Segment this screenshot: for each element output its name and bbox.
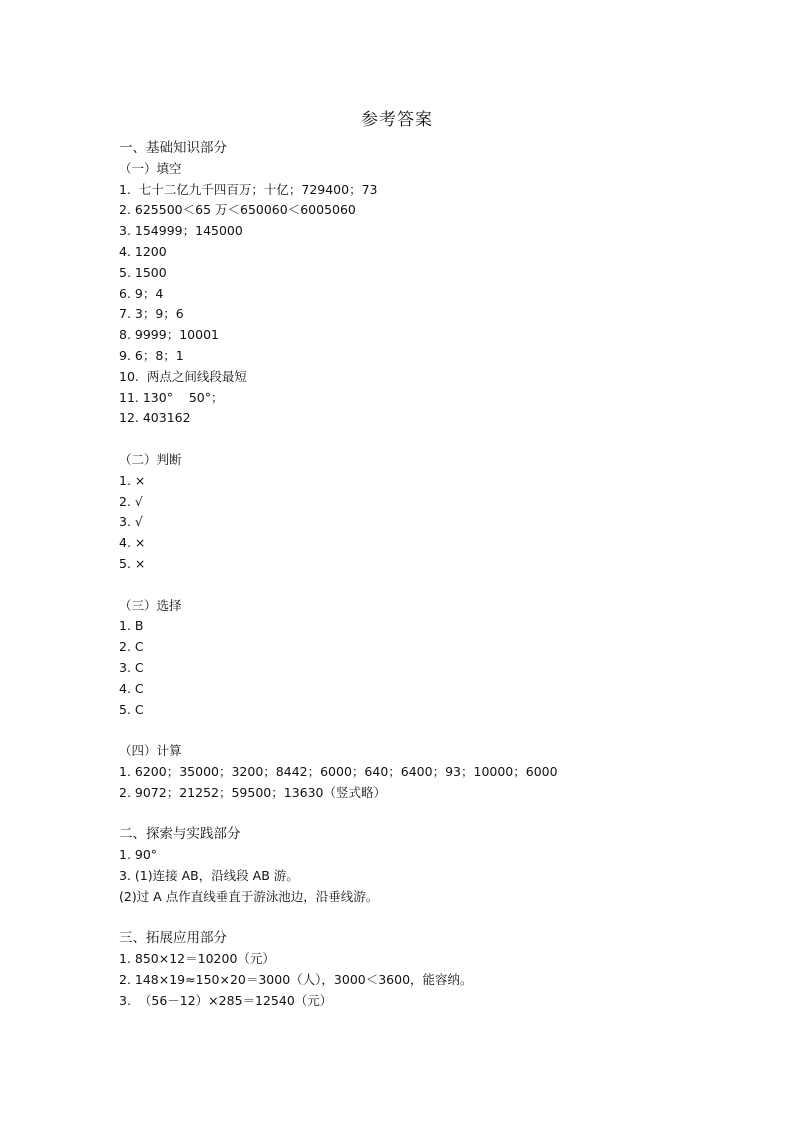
answer-line: 5. 1500 [119, 264, 167, 280]
answer-content [119, 138, 719, 1011]
answer-line: 1. 6200；35000；3200；8442；6000；640；6400；93；10000；6000 [119, 763, 558, 779]
subsection-heading-calc: （四）计算 [119, 743, 182, 759]
subsection-heading-judge: （二）判断 [119, 451, 182, 467]
answer-line: 6. 9；4 [119, 285, 164, 301]
spacer [119, 575, 719, 596]
subsection-heading-choice: （三）选择 [119, 597, 182, 613]
section-heading-explore: 二、探索与实践部分 [119, 826, 241, 843]
answer-line: 1. B [119, 618, 144, 634]
answer-line: 3. √ [119, 514, 143, 530]
section-heading-extend: 三、拓展应用部分 [119, 930, 227, 947]
answer-line: 5. × [119, 555, 146, 571]
answer-line: 2. 9072；21252；59500；13630（竖式略） [119, 784, 387, 800]
answer-line: 10. 两点之间线段最短 [119, 368, 247, 384]
answer-line: 2. √ [119, 493, 143, 509]
answer-line: 1. × [119, 472, 146, 488]
answer-line: 4. C [119, 680, 144, 696]
answer-line: 2. 625500＜65 万＜650060＜6005060 [119, 202, 356, 218]
answer-line: 1. 90° [119, 847, 158, 863]
answer-line: 7. 3；9；6 [119, 306, 184, 322]
answer-line: 3. （56－12）×285＝12540（元） [119, 992, 333, 1008]
answer-line: 3. 154999；145000 [119, 223, 243, 239]
answer-line: 4. × [119, 535, 146, 551]
page-title: 参考答案 [361, 110, 433, 130]
spacer [119, 429, 719, 450]
answer-line: 2. 148×19≈150×20＝3000（人），3000＜3600，能容纳。 [119, 971, 473, 987]
answer-line: 2. C [119, 639, 144, 655]
answer-line: 11. 130° 50°； [119, 389, 224, 405]
answer-line: 3. C [119, 659, 144, 675]
spacer [119, 907, 719, 928]
answer-line: 9. 6；8；1 [119, 347, 184, 363]
answer-line: 1. 七十二亿九千四百万；十亿；729400；73 [119, 181, 378, 197]
subsection-heading-fill: （一）填空 [119, 160, 182, 176]
answer-line: 5. C [119, 701, 144, 717]
section-heading-basic: 一、基础知识部分 [119, 140, 227, 156]
answer-line: 12. 403162 [119, 410, 191, 426]
spacer [119, 804, 719, 825]
answer-line: (2)过 A 点作直线垂直于游泳池边，沿垂线游。 [119, 888, 379, 904]
spacer [119, 720, 719, 741]
answer-line: 1. 850×12＝10200（元） [119, 951, 275, 967]
answer-line: 4. 1200 [119, 243, 167, 259]
answer-line: 8. 9999；10001 [119, 327, 219, 343]
answer-line: 3. (1)连接 AB，沿线段 AB 游。 [119, 867, 299, 883]
